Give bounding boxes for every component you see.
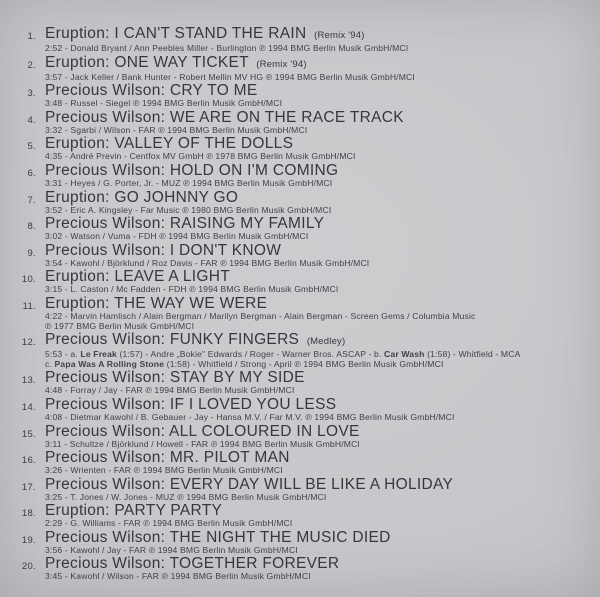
track-artist: Precious Wilson:	[45, 449, 170, 467]
track-text-block	[45, 556, 600, 582]
track-text-block	[45, 296, 600, 331]
track-title-line	[45, 370, 600, 386]
track-credits	[45, 206, 600, 216]
credit-line	[45, 466, 600, 476]
track-row	[0, 55, 600, 83]
track-row	[0, 556, 600, 582]
track-number: 6.	[27, 167, 36, 179]
credit-segment: 3:56 - Kawohl / Jay - FAR ℗ 1994 BMG Berlin Musik GmbH/MCI	[45, 544, 298, 555]
track-credits	[45, 99, 600, 109]
credit-segment: 4:35 - André Previn - Centfox MV GmbH ℗ 1978 BMG Berlin Musik GmbH/MCI	[45, 151, 356, 162]
track-text-block	[45, 397, 600, 423]
track-credits	[45, 572, 600, 582]
track-title: TOGETHER FOREVER	[169, 555, 340, 573]
track-artist: Eruption:	[45, 188, 115, 206]
credit-segment: 4:08 - Dietmar Kawohl / B. Gebauer - Jay - Hansa M.V. / Far M.V. ℗ 1994 BMG Berlin Musik GmbH/MCI	[45, 411, 455, 422]
track-row	[0, 216, 600, 242]
track-title: WE ARE ON THE RACE TRACK	[169, 108, 404, 126]
credit-segment: 3:02 - Watson / Vuma - FDH ℗ 1994 BMG Berlin Musik GmbH/MCI	[45, 231, 309, 242]
track-text-block	[45, 530, 600, 556]
credit-line	[45, 546, 600, 556]
credit-segment: (1:57) - Andre „Bokie" Edwards / Roger - Warner Bros. ASCAP - b.	[116, 349, 385, 360]
credit-line	[45, 232, 600, 242]
track-artist: Eruption:	[45, 25, 115, 42]
track-credits	[45, 152, 600, 162]
track-list	[0, 26, 600, 582]
track-number: 12.	[21, 337, 36, 349]
credit-line	[45, 73, 600, 83]
credit-line	[45, 572, 600, 582]
credit-line	[45, 44, 600, 54]
track-title: RAISING MY FAMILY	[169, 215, 325, 233]
track-title-line	[45, 83, 600, 99]
credit-segment: 3:54 - Kawohl / Björklund / Roz Davis - FAR ℗ 1994 BMG Berlin Musik GmbH/MCI	[45, 257, 370, 268]
track-title-line	[45, 503, 600, 519]
track-title-line	[45, 424, 600, 440]
track-number: 16.	[21, 455, 36, 467]
track-number: 13.	[21, 375, 36, 387]
track-title: GO JOHNNY GO	[114, 188, 239, 206]
credit-segment: 3:15 - L. Caston / Mc Fadden - FDH ℗ 1994 BMG Berlin Musik GmbH/MCI	[45, 284, 339, 295]
track-artist: Precious Wilson:	[45, 528, 170, 546]
track-title-suffix: (Remix '94)	[314, 30, 365, 41]
track-title: THE WAY WE WERE	[114, 294, 268, 312]
track-text-block	[45, 55, 600, 83]
track-text-block	[45, 190, 600, 216]
credit-segment: 5:53 - a.	[45, 349, 81, 360]
track-number: 1.	[27, 31, 36, 42]
credit-segment: 2:52 - Donald Bryant / Ann Peebles Miller - Burlington ℗ 1994 BMG Berlin Musik GmbH/MCI	[45, 43, 409, 53]
track-title: LEAVE A LIGHT	[114, 268, 230, 286]
track-credits	[45, 493, 600, 503]
track-artist: Precious Wilson:	[45, 108, 170, 126]
track-title: MR. PILOT MAN	[169, 449, 290, 467]
track-number: 5.	[27, 141, 36, 153]
credit-line	[45, 519, 600, 529]
track-title-line	[45, 243, 600, 259]
credit-line	[45, 285, 600, 295]
track-row	[0, 110, 600, 136]
credit-segment: 2:29 - G. Williams - FAR ℗ 1994 BMG Berlin Musik GmbH/MCI	[45, 518, 293, 529]
track-text-block	[45, 424, 600, 450]
track-title-line	[45, 26, 600, 44]
track-number: 9.	[27, 247, 36, 259]
credit-line	[45, 259, 600, 269]
track-artist: Precious Wilson:	[45, 215, 170, 233]
track-title-suffix: (Remix '94)	[256, 58, 307, 70]
track-text-block	[45, 503, 600, 529]
track-artist: Precious Wilson:	[45, 395, 170, 413]
track-row	[0, 190, 600, 216]
track-artist: Precious Wilson:	[45, 161, 170, 179]
track-title-line	[45, 190, 600, 206]
track-title: PARTY PARTY	[114, 502, 223, 520]
track-credits	[45, 73, 600, 83]
track-row	[0, 332, 600, 369]
track-title: IF I LOVED YOU LESS	[169, 395, 337, 413]
track-credits	[45, 179, 600, 189]
credit-segment: 3:57 - Jack Keller / Bank Hunter - Robert Mellin MV HG ℗ 1994 BMG Berlin Musik GmbH/MCI	[45, 71, 415, 82]
credit-line	[45, 179, 600, 189]
credit-segment: 3:11 - Schultze / Björklund / Howell - FAR ℗ 1994 BMG Berlin Musik GmbH/MCI	[45, 438, 360, 449]
credit-segment: 3:26 - Wrienten - FAR ℗ 1994 BMG Berlin Musik GmbH/MCI	[45, 465, 283, 476]
credit-segment: 3:45 - Kawohl / Wilson - FAR ℗ 1994 BMG Berlin Musik GmbH/MCI	[45, 571, 311, 582]
track-text-block	[45, 269, 600, 295]
track-credits	[45, 126, 600, 136]
credit-segment: 3:25 - T. Jones / W. Jones - MUZ ℗ 1994 BMG Berlin Musik GmbH/MCI	[45, 491, 327, 502]
track-title: CRY TO ME	[169, 82, 258, 100]
track-artist: Precious Wilson:	[45, 422, 169, 440]
track-title: VALLEY OF THE DOLLS	[114, 135, 294, 153]
track-row	[0, 397, 600, 423]
track-title-line	[45, 530, 600, 546]
track-title-line	[45, 163, 600, 179]
track-row	[0, 26, 600, 54]
credit-segment: 3:31 - Heyes / G. Porter, Jr. - MUZ ℗ 1994 BMG Berlin Musik GmbH/MCI	[45, 177, 333, 188]
track-row	[0, 269, 600, 295]
track-text-block	[45, 450, 600, 476]
track-row	[0, 477, 600, 503]
track-artist: Eruption:	[45, 294, 115, 312]
credit-segment: 3:52 - Eric A. Kingsley - Far Music ℗ 1980 BMG Berlin Musik GmbH/MCI	[45, 204, 332, 215]
track-title-line	[45, 397, 600, 413]
credit-line	[45, 413, 600, 423]
track-text-block	[45, 243, 600, 269]
track-credits	[45, 413, 600, 423]
track-row	[0, 163, 600, 189]
track-text-block	[45, 332, 600, 369]
track-artist: Precious Wilson:	[45, 369, 170, 387]
track-title-line	[45, 296, 600, 312]
track-text-block	[45, 477, 600, 503]
track-credits	[45, 285, 600, 295]
track-title: HOLD ON I'M COMING	[169, 161, 339, 179]
track-artist: Precious Wilson:	[45, 475, 170, 493]
track-text-block	[45, 216, 600, 242]
track-number: 19.	[21, 534, 36, 546]
track-row	[0, 296, 600, 331]
track-text-block	[45, 26, 600, 54]
track-credits	[45, 546, 600, 556]
track-row	[0, 243, 600, 269]
track-title: THE NIGHT THE MUSIC DIED	[169, 528, 391, 546]
track-title-line	[45, 269, 600, 285]
track-title-line	[45, 136, 600, 152]
credit-segment: c.	[45, 358, 55, 369]
track-number: 11.	[22, 300, 36, 312]
track-number: 20.	[21, 561, 36, 573]
track-title: I CAN'T STAND THE RAIN	[114, 25, 307, 42]
track-number: 8.	[27, 221, 36, 233]
track-credits	[45, 386, 600, 396]
track-credits	[45, 44, 600, 54]
track-artist: Precious Wilson:	[45, 82, 170, 100]
track-credits	[45, 466, 600, 476]
credit-line	[45, 386, 600, 396]
track-title-line	[45, 477, 600, 493]
track-title-line	[45, 332, 600, 350]
track-row	[0, 450, 600, 476]
track-title: ALL COLOURED IN LOVE	[168, 422, 360, 440]
credit-segment: (1:58) - Whitfield / Strong - April ℗ 1994 BMG Berlin Musik GmbH/MCI	[164, 358, 444, 369]
track-number: 18.	[21, 508, 36, 520]
track-number: 4.	[27, 114, 36, 126]
credit-line	[45, 493, 600, 503]
credit-segment-bold: Papa Was A Rolling Stone	[54, 358, 165, 369]
track-title: STAY BY MY SIDE	[169, 369, 305, 387]
track-credits	[45, 350, 600, 369]
track-title-line	[45, 450, 600, 466]
track-title: I DON'T KNOW	[169, 241, 282, 259]
track-title-line	[45, 55, 600, 73]
track-title-line	[45, 556, 600, 572]
credit-segment: (1:58) - Whitfield - MCA	[424, 349, 521, 360]
track-artist: Precious Wilson:	[45, 331, 170, 349]
track-number: 7.	[27, 194, 36, 206]
track-title: ONE WAY TICKET	[114, 53, 249, 71]
track-artist: Eruption:	[45, 268, 115, 286]
credit-segment: 3:32 - Sgarbi / Wilson - FAR ℗ 1994 BMG Berlin Musik GmbH/MCI	[45, 124, 308, 135]
track-row	[0, 503, 600, 529]
track-artist: Eruption:	[45, 135, 115, 153]
credit-line	[45, 126, 600, 136]
credit-segment: 4:22 - Marvin Hamlisch / Alain Bergman / Marilyn Bergman - Alain Bergman - Screen Gems / Columbia Music	[45, 310, 476, 321]
track-title: FUNKY FINGERS	[169, 331, 300, 349]
track-credits	[45, 312, 600, 331]
track-text-block	[45, 163, 600, 189]
track-row	[0, 530, 600, 556]
track-title-line	[45, 110, 600, 126]
track-artist: Eruption:	[45, 53, 115, 71]
credit-segment: 4:48 - Forray / Jay - FAR ℗ 1994 BMG Berlin Musik GmbH/MCI	[45, 385, 295, 396]
track-text-block	[45, 136, 600, 162]
track-number: 3.	[27, 88, 36, 100]
track-row	[0, 370, 600, 396]
credit-line	[45, 99, 600, 109]
credit-line	[45, 152, 600, 162]
track-title: EVERY DAY WILL BE LIKE A HOLIDAY	[169, 475, 454, 493]
credit-segment: 3:48 - Russel - Siegel ℗ 1994 BMG Berlin Musik GmbH/MCI	[45, 98, 283, 109]
credit-line	[45, 206, 600, 216]
track-number: 14.	[21, 401, 36, 413]
track-text-block	[45, 83, 600, 109]
track-text-block	[45, 110, 600, 136]
track-title-line	[45, 216, 600, 232]
credit-segment: ℗ 1977 BMG Berlin Musik GmbH/MCI	[45, 320, 195, 331]
track-text-block	[45, 370, 600, 396]
track-number: 10.	[21, 274, 36, 286]
track-credits	[45, 519, 600, 529]
track-credits	[45, 440, 600, 450]
track-row	[0, 83, 600, 109]
track-number: 2.	[27, 59, 36, 71]
track-number: 17.	[21, 481, 36, 493]
track-title-suffix: (Medley)	[306, 336, 346, 348]
credit-line	[45, 440, 600, 450]
track-artist: Eruption:	[45, 502, 115, 520]
track-credits	[45, 259, 600, 269]
track-row	[0, 424, 600, 450]
track-row	[0, 136, 600, 162]
track-number: 15.	[21, 428, 36, 440]
track-artist: Precious Wilson:	[45, 555, 170, 573]
credit-segment-bold: Le Freak	[80, 349, 117, 360]
credit-segment-bold: Car Wash	[384, 349, 425, 360]
track-artist: Precious Wilson:	[45, 241, 170, 259]
credit-line	[45, 360, 600, 370]
credit-line	[45, 322, 600, 332]
track-credits	[45, 232, 600, 242]
